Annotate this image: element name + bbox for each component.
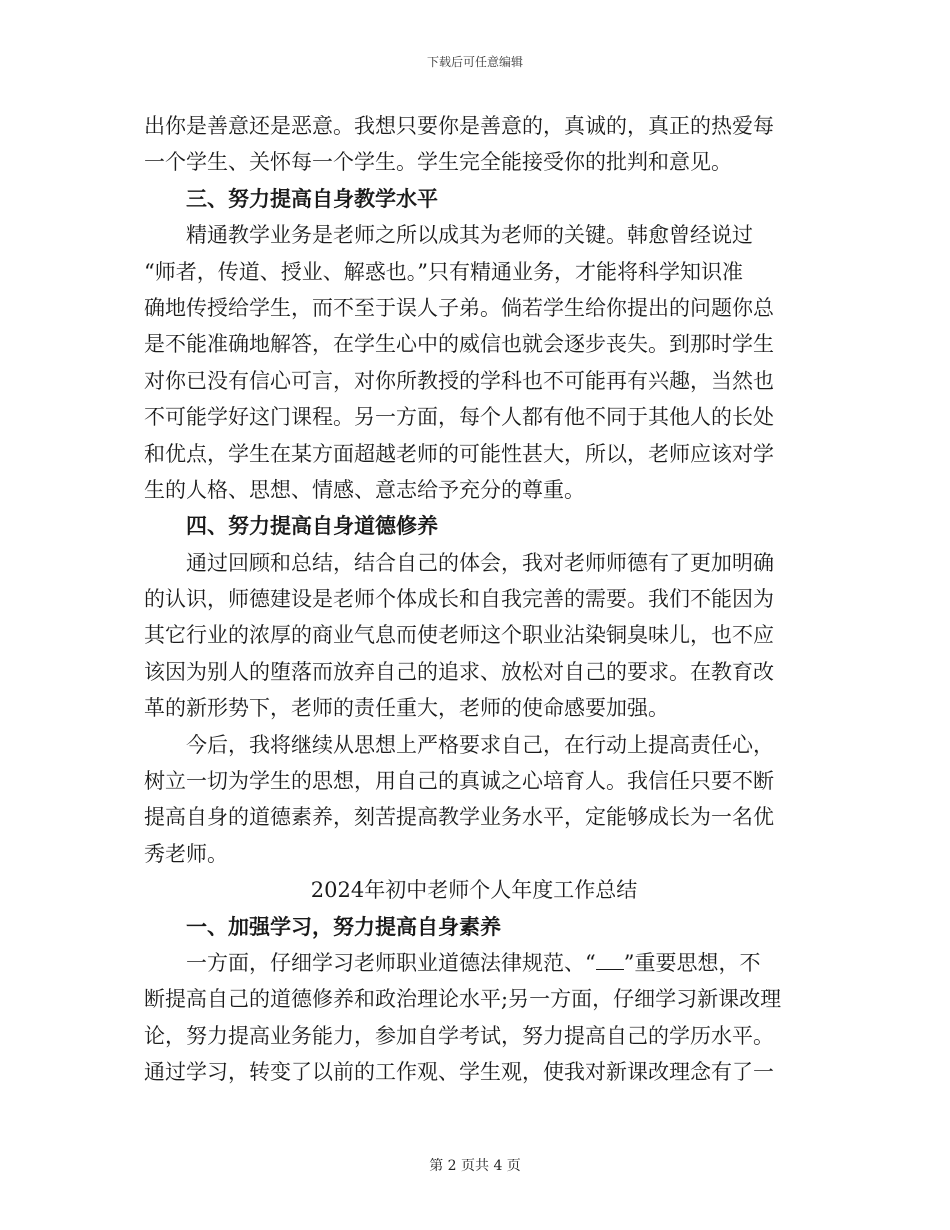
- section-heading: 一、加强学习，努力提高自身素养: [186, 913, 501, 939]
- paragraph-line: 今后，我将继续从思想上严格要求自己，在行动上提高责任心，: [186, 732, 774, 757]
- section-heading: 四、努力提高自身道德修养: [186, 513, 438, 539]
- paragraph-line: 对你已没有信心可言，对你所教授的学科也不可能再有兴趣，当然也: [144, 368, 774, 393]
- paragraph-line: [144, 945, 804, 981]
- document-body: [144, 108, 804, 1091]
- paragraph-text: ”重要思想，不: [623, 950, 761, 975]
- paragraph-line: 和优点，学生在某方面超越老师的可能性甚大，所以，老师应该对学: [144, 441, 774, 466]
- paragraph-line: 生的人格、思想、情感、意志给予充分的尊重。: [144, 477, 585, 502]
- paragraph-line: 的认识，师德建设是老师个体成长和自我完善的需要。我们不能因为: [144, 587, 774, 612]
- paragraph-line: 一个学生、关怀每一个学生。学生完全能接受你的批判和意见。: [144, 150, 732, 175]
- paragraph-line: 出你是善意还是恶意。我想只要你是善意的，真诚的，真正的热爱每: [144, 114, 774, 138]
- paragraph-line: 确地传授给学生，而不至于误人子弟。倘若学生给你提出的问题你总: [144, 295, 774, 320]
- paragraph-line: 树立一切为学生的思想，用自己的真诚之心培育人。我信任只要不断: [144, 769, 774, 794]
- paragraph-line: 其它行业的浓厚的商业气息而使老师这个职业沾染铜臭味儿，也不应: [144, 623, 774, 648]
- paragraph-line: 不可能学好这门课程。另一方面，每个人都有他不同于其他人的长处: [144, 405, 774, 430]
- blank-underline: [596, 951, 624, 970]
- paragraph-line: 该因为别人的堕落而放弃自己的追求、放松对自己的要求。在教育改: [144, 659, 774, 684]
- paragraph-line: “师者，传道、授业、解惑也。”只有精通业务，才能将科学知识准: [144, 259, 743, 284]
- paragraph-line: 论，努力提高业务能力，参加自学考试，努力提高自己的学历水平。: [144, 1023, 774, 1048]
- section-heading: 三、努力提高自身教学水平: [186, 185, 438, 211]
- paragraph-line: 精通教学业务是老师之所以成其为老师的关键。韩愈曾经说过: [186, 223, 753, 248]
- paragraph-line: 通过学习，转变了以前的工作观、学生观，使我对新课改理念有了一: [144, 1060, 774, 1085]
- paragraph-line: 革的新形势下，老师的责任重大，老师的使命感要加强。: [144, 696, 669, 721]
- paragraph-line: 秀老师。: [144, 841, 228, 866]
- paragraph-line: 断提高自己的道德修养和政治理论水平;另一方面，仔细学习新课改理: [144, 987, 782, 1012]
- paragraph-line: 是不能准确地解答，在学生心中的威信也就会逐步丧失。到那时学生: [144, 332, 774, 357]
- page-footer: 第 2 页共 4 页: [429, 1158, 521, 1174]
- header-note: 下载后可任意编辑: [426, 55, 523, 69]
- paragraph-line: 提高自身的道德素养，刻苦提高教学业务水平，定能够成长为一名优: [144, 805, 774, 830]
- paragraph-line: 通过回顾和总结，结合自己的体会，我对老师师德有了更加明确: [186, 550, 774, 575]
- paragraph-text: 一方面，仔细学习老师职业道德法律规范、“: [186, 950, 596, 975]
- document-title: 2024年初中老师个人年度工作总结: [310, 878, 638, 903]
